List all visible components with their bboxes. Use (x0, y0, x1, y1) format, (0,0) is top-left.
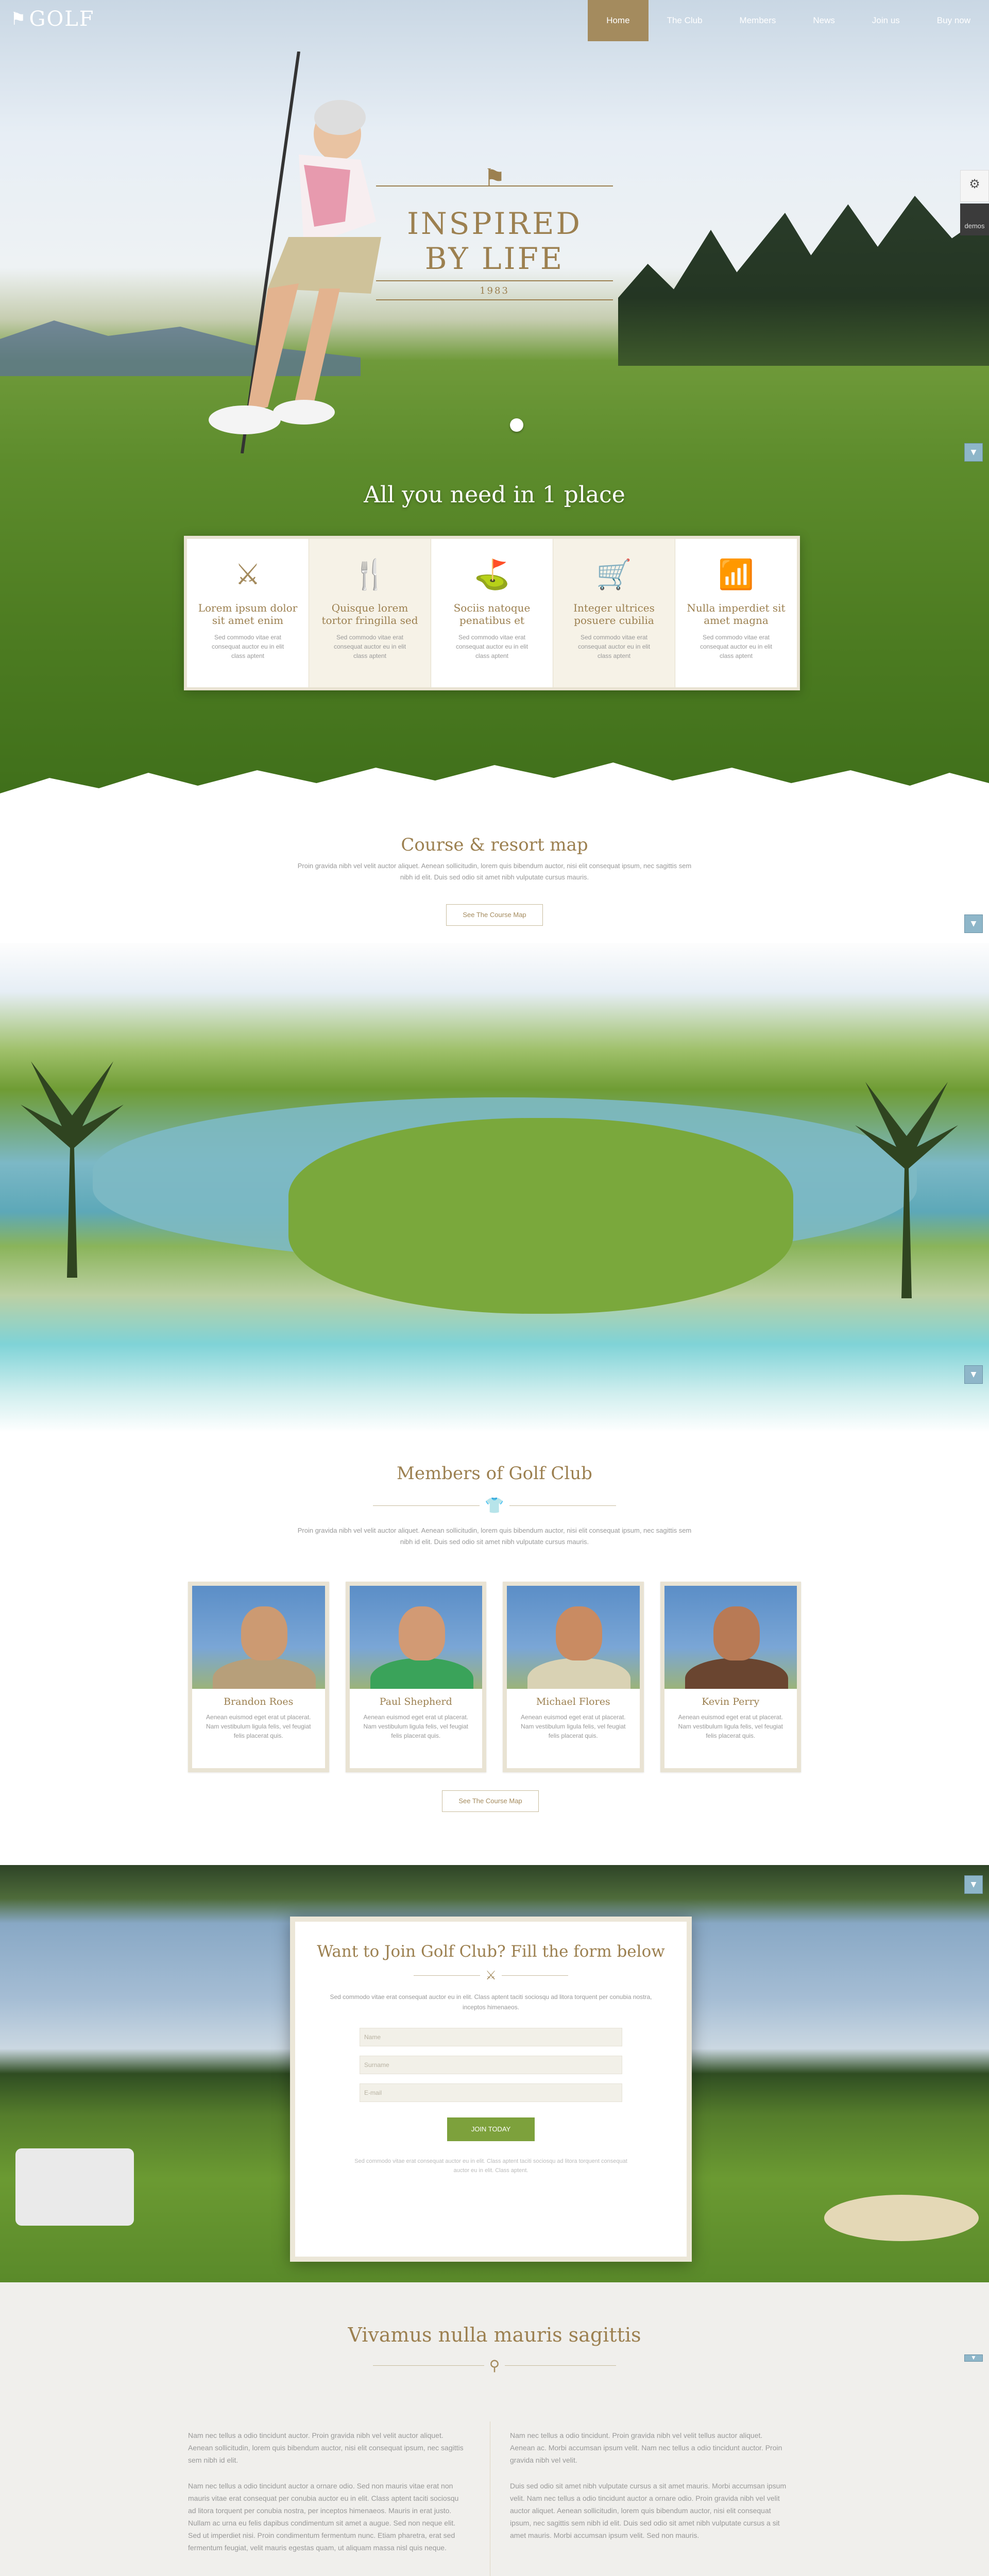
golfer-image (72, 52, 391, 453)
sand-bunker (824, 2195, 979, 2241)
feature-text: Sed commodo vitae erat consequat auctor eu in elit class aptent (211, 634, 284, 659)
golf-cart (15, 2148, 134, 2226)
members-title: Members of Golf Club (397, 1463, 592, 1484)
divider-line (502, 1975, 568, 1976)
grass-edge (0, 757, 989, 804)
feature-text: Sed commodo vitae erat consequat auctor eu in elit class aptent (577, 634, 651, 659)
member-face (556, 1606, 602, 1660)
member-card[interactable] (503, 1582, 644, 1772)
member-text: Aenean euismod eget erat ut placerat. Nam vestibulum ligula felis, vel feugiat felis placerat quis. (363, 1714, 468, 1739)
paragraph: Nam nec tellus a odio tincidunt. Proin gravida nibh vel velit tellus auctor aliquet. Aenean ac. Morbi accumsan ipsum velit. Nam nec tellus a odio tincidunt auctor. Proin gravida nibh vel velit. (510, 2431, 782, 2464)
vivamus-section (0, 2282, 989, 2576)
member-photo (507, 1586, 640, 1689)
nav-the-club[interactable]: The Club (667, 15, 703, 25)
golf-cart-icon: 🛒 (596, 558, 632, 591)
paragraph: Nam nec tellus a odio tincidunt auctor a ornare odio. Sed non mauris vitae erat non mauris vitae erat consequat per conubia auctor eu in elit. Class aptent taciti sociosqu ad litora torquent per conubia nostra, per inceptos himenaeos. Mauris in erat justo. Nullam ac urna eu felis dapibus condimentum sit amet a augue. Sed non neque elit. Sed ut imperdiet nisi. Proin condimentum fermentum nunc. Etiam pharetra, erat sed fermentum feugiat, velit mauris egestas quam, ut aliquam massa nisl quis neque. (188, 2482, 459, 2552)
member-name: Michael Flores (536, 1696, 610, 1707)
demos-label: demos (964, 222, 985, 230)
scroll-down-icon[interactable]: ▼ (964, 1875, 983, 1894)
hero-flag-icon: ⚑ (483, 164, 506, 193)
member-card[interactable] (660, 1582, 802, 1772)
nav-join-us[interactable]: Join us (872, 15, 900, 25)
member-text: Aenean euismod eget erat ut placerat. Nam vestibulum ligula felis, vel feugiat felis placerat quis. (678, 1714, 783, 1739)
join-today-button[interactable]: JOIN TODAY (447, 2117, 535, 2141)
vivamus-divider (373, 2357, 616, 2374)
course-island (288, 1118, 793, 1314)
feature-title: Lorem ipsum dolor sit amet enim (198, 602, 298, 626)
feature-card[interactable] (675, 539, 797, 687)
members-course-map-button[interactable]: See The Course Map (442, 1790, 539, 1812)
demos-tab[interactable] (960, 204, 989, 235)
course-photo (0, 943, 989, 1432)
hero-title-block (376, 164, 613, 300)
member-shirt (370, 1658, 473, 1689)
feature-title: Nulla imperdiet sit amet magna (687, 602, 786, 626)
hero-trees (618, 196, 989, 366)
nav-buy-now[interactable]: Buy now (936, 15, 970, 25)
feature-text: Sed commodo vitae erat consequat auctor eu in elit class aptent (455, 634, 528, 659)
feature-card[interactable] (553, 539, 675, 687)
feature-title: Quisque lorem tortor fringilla sed (321, 602, 418, 626)
feature-card[interactable] (187, 539, 309, 687)
course-map-button[interactable]: See The Course Map (446, 904, 543, 926)
divider-line (505, 2365, 616, 2366)
join-note: Sed commodo vitae erat consequat auctor eu in elit. Class aptent taciti sociosqu ad litora torquent consequat auctor eu in elit. Class aptent. (354, 2158, 627, 2174)
hero-title-line2: BY LIFE (424, 241, 565, 276)
member-name: Kevin Perry (702, 1696, 760, 1707)
scroll-down-icon[interactable]: ▼ (964, 1365, 983, 1384)
divider-line (373, 2365, 484, 2366)
hero-subtitle: All you need in 1 place (364, 482, 625, 508)
members-divider (373, 1497, 616, 1515)
hero-section (0, 0, 989, 804)
member-name: Paul Shepherd (379, 1696, 452, 1707)
feature-title: Sociis natoque penatibus et (453, 602, 531, 626)
vivamus-title: Vivamus nulla mauris sagittis (348, 2324, 641, 2346)
feature-card[interactable] (431, 539, 553, 687)
flag-icon: ⚑ (10, 9, 26, 29)
scroll-down-icon[interactable]: ▼ (964, 443, 983, 462)
nav-members[interactable]: Members (739, 15, 776, 25)
member-card[interactable] (346, 1582, 487, 1772)
logo-text: GOLF (29, 7, 95, 31)
feature-card[interactable] (309, 539, 431, 687)
member-photo (192, 1586, 325, 1689)
member-face (399, 1606, 445, 1660)
member-shirt (685, 1658, 788, 1689)
golf-ball (510, 418, 523, 432)
wifi-icon: 📶 (718, 558, 754, 591)
feature-title: Integer ultrices posuere cubilia (573, 602, 655, 626)
course-text: Proin gravida nibh vel velit auctor aliquet. Aenean sollicitudin, lorem quis bibendum auctor, nisi elit consequat ipsum, nec sagittis sem nibh id elit. Duis sed odio sit amet nibh vulputate cursus mauris. (297, 862, 692, 881)
join-divider (414, 1968, 568, 1982)
hero-rule-bottom (376, 280, 613, 281)
hero-title-line1: INSPIRED (407, 206, 582, 241)
site-header (0, 0, 989, 41)
member-shirt (527, 1658, 630, 1689)
nav-news[interactable]: News (813, 15, 835, 25)
member-cards (188, 1582, 801, 1772)
member-shirt (213, 1658, 316, 1689)
vivamus-left-column (188, 2429, 466, 2554)
surname-field[interactable]: Surname (360, 2056, 622, 2074)
crossed-clubs-icon: ⚔ (485, 1968, 497, 1982)
vivamus-right-column (510, 2429, 788, 2541)
member-photo (664, 1586, 797, 1689)
golf-club-ball-icon: ⛳ (474, 558, 510, 591)
member-name: Brandon Roes (224, 1696, 294, 1707)
features-box (184, 536, 800, 690)
divider-line (373, 1505, 480, 1506)
divider-line (509, 1505, 616, 1506)
course-title: Course & resort map (401, 835, 588, 855)
site-logo[interactable] (10, 7, 95, 31)
member-face (241, 1606, 287, 1660)
paragraph: Duis sed odio sit amet nibh vulputate cursus a sit amet mauris. Morbi accumsan ipsum velit. Nam nec tellus a odio tincidunt auctor a ornare odio. Proin gravida nibh vel velit auctor aliquet. Aenean sollicitudin, lorem quis bibendum auctor, nisi elit consequat ipsum, nec sagittis sem nibh id elit. Duis sed odio sit amet nibh vulputate cursus a sit amet mauris. Morbi accumsan ipsum velit. Sed non mauris. (510, 2482, 787, 2539)
settings-tab[interactable] (960, 170, 989, 202)
course-section (0, 804, 989, 1432)
gear-icon: ⚙ (969, 177, 980, 191)
email-field[interactable]: E-mail (360, 2083, 622, 2102)
scroll-down-icon[interactable]: ▼ (964, 914, 983, 933)
crossed-clubs-icon: ⚔ (234, 558, 261, 591)
join-section (0, 1865, 989, 2282)
join-form (290, 1917, 692, 2262)
hero-rule-year (376, 299, 613, 300)
member-face (713, 1606, 760, 1660)
member-text: Aenean euismod eget erat ut placerat. Nam vestibulum ligula felis, vel feugiat felis placerat quis. (206, 1714, 311, 1739)
join-text: Sed commodo vitae erat consequat auctor eu in elit. Class aptent taciti sociosqu ad litora torquent per conubia nostra, inceptos himenaeos. (330, 1993, 652, 2011)
dining-icon: 🍴 (352, 558, 388, 591)
shirt-icon: 👕 (485, 1497, 504, 1515)
paragraph: Nam nec tellus a odio tincidunt auctor. Proin gravida nibh vel velit auctor aliquet. Aenean sollicitudin, lorem quis bibendum auctor, nisi elit consequat ipsum, nec sagittis sem nibh id elit. (188, 2431, 464, 2464)
feature-text: Sed commodo vitae erat consequat auctor eu in elit class aptent (333, 634, 406, 659)
nav-home[interactable]: Home (588, 0, 648, 41)
members-section (0, 1432, 989, 1865)
scroll-down-icon[interactable]: ▼ (964, 2354, 983, 2362)
feature-text: Sed commodo vitae erat consequat auctor eu in elit class aptent (700, 634, 773, 659)
member-photo (350, 1586, 483, 1689)
member-card[interactable] (188, 1582, 329, 1772)
hero-year: 1983 (480, 285, 509, 296)
name-field[interactable]: Name (360, 2028, 622, 2046)
members-text: Proin gravida nibh vel velit auctor aliquet. Aenean sollicitudin, lorem quis bibendum auctor, nisi elit consequat ipsum, nec sagittis sem nibh id elit. Duis sed odio sit amet nibh vulputate cursus mauris. (297, 1527, 692, 1546)
member-text: Aenean euismod eget erat ut placerat. Nam vestibulum ligula felis, vel feugiat felis placerat quis. (521, 1714, 626, 1739)
divider-line (414, 1975, 480, 1976)
main-nav (588, 0, 989, 41)
golf-tee-icon: ⚲ (489, 2357, 500, 2374)
join-title: Want to Join Golf Club? Fill the form below (317, 1942, 665, 1961)
